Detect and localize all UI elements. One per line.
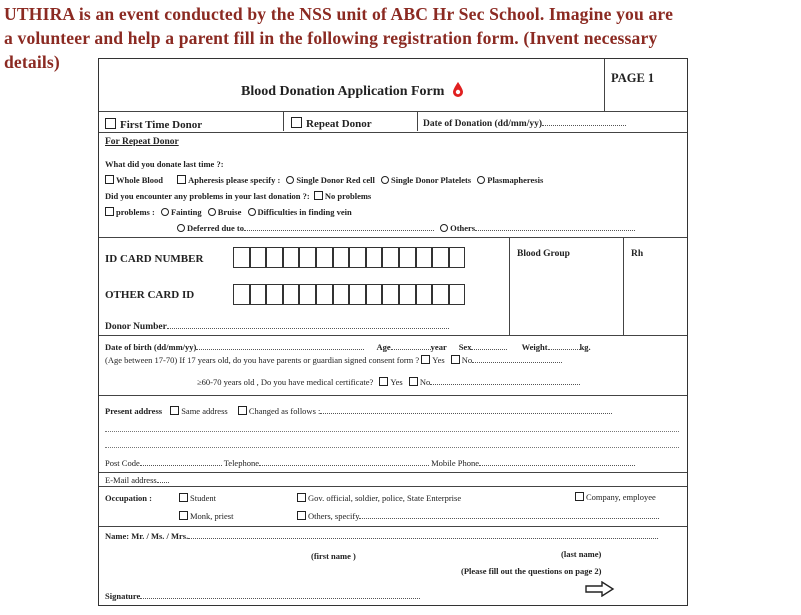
others-specify-checkbox[interactable] [297, 511, 306, 520]
gov-official-checkbox[interactable] [297, 493, 306, 502]
post-code-label: Post Code [105, 458, 140, 468]
repeat-donor-heading: For Repeat Donor [105, 137, 179, 147]
consent-no-option[interactable] [451, 355, 472, 365]
medical-certificate-question: ≥60-70 years old , Do you have medical certificate? [197, 377, 374, 387]
no-problems-label: No problems [324, 191, 372, 201]
dob-label: Date of birth (dd/mm/yy) [105, 342, 197, 352]
no-problems-option[interactable] [314, 191, 371, 201]
id-card-number-boxes[interactable] [233, 247, 465, 268]
whole-blood-label: Whole Blood [116, 175, 163, 185]
difficulties-radio[interactable] [248, 208, 256, 216]
single-red-cell-option[interactable] [286, 175, 374, 185]
date-of-donation-label: Date of Donation (dd/mm/yy) [423, 119, 543, 129]
gov-official-label: Gov. official, soldier, police, State Enterprise [308, 493, 462, 503]
last-donation-question: What did you donate last time ?: [105, 159, 224, 169]
student-checkbox[interactable] [179, 493, 188, 502]
page-number: PAGE 1 [611, 71, 655, 85]
present-address-row [105, 406, 612, 416]
changed-address-label: Changed as follows : [248, 406, 321, 416]
plasmapheresis-radio[interactable] [477, 176, 485, 184]
deferred-row [177, 223, 635, 233]
difficulties-option[interactable] [248, 207, 352, 217]
whole-blood-option[interactable] [105, 175, 163, 185]
bruise-option[interactable] [208, 207, 242, 217]
email-label: E-Mail address [105, 475, 157, 485]
others-label: Others [450, 223, 476, 233]
email-field[interactable] [105, 475, 169, 485]
contact-row [105, 458, 635, 468]
single-platelets-label: Single Donor Platelets [391, 175, 472, 185]
single-red-cell-radio[interactable] [286, 176, 294, 184]
others-specify-option[interactable] [297, 511, 659, 521]
problems-question: Did you encounter any problems in your last donation ?: [105, 191, 310, 201]
consent-yes-label: Yes [432, 355, 445, 365]
problems-options [105, 207, 352, 217]
form-title-text: Blood Donation Application Form [241, 84, 445, 99]
last-name-caption: (last name) [561, 549, 602, 559]
problems-label: problems : [116, 207, 155, 217]
first-time-donor-checkbox[interactable] [105, 118, 116, 129]
problems-question-row [105, 191, 371, 201]
fill-page-two-note: (Please fill out the questions on page 2) [461, 566, 602, 576]
instruction-line-3: details) [4, 52, 60, 72]
no-problems-checkbox[interactable] [314, 191, 323, 200]
repeat-donor-checkbox[interactable] [291, 117, 302, 128]
weight-label: Weight [521, 342, 548, 352]
rh-label: Rh [631, 249, 644, 259]
consent-row [105, 355, 562, 365]
medical-yes-option[interactable] [379, 377, 402, 387]
medical-no-checkbox[interactable] [409, 377, 418, 386]
consent-question: (Age between 17-70) If 17 years old, do you have parents or guardian signed consent form ? [105, 355, 420, 365]
same-address-label: Same address [181, 406, 228, 416]
same-address-checkbox[interactable] [170, 406, 179, 415]
company-checkbox[interactable] [575, 492, 584, 501]
changed-address-checkbox[interactable] [238, 406, 247, 415]
company-label: Company, employee [586, 492, 656, 502]
monk-label: Monk, priest [190, 511, 234, 521]
plasmapheresis-label: Plasmapheresis [487, 175, 544, 185]
deferred-label: Deferred due to [187, 223, 244, 233]
blood-drop-icon [452, 81, 464, 97]
dob-row [105, 342, 591, 352]
consent-no-label: No [461, 355, 473, 365]
name-field[interactable] [105, 531, 658, 541]
medical-yes-checkbox[interactable] [379, 377, 388, 386]
others-option[interactable] [440, 223, 475, 233]
other-card-id-boxes[interactable] [233, 284, 465, 305]
date-of-donation-field[interactable] [423, 118, 626, 129]
telephone-label: Telephone [223, 458, 259, 468]
student-option[interactable] [179, 493, 216, 503]
others-specify-label: Others, specify [308, 511, 360, 521]
form-title [241, 81, 464, 100]
deferred-radio[interactable] [177, 224, 185, 232]
blood-donation-form [98, 58, 688, 606]
blood-group-label: Blood Group [517, 249, 570, 259]
first-name-caption: (first name ) [311, 551, 356, 561]
student-label: Student [190, 493, 216, 503]
medical-no-option[interactable] [409, 377, 430, 387]
consent-yes-option[interactable] [421, 355, 444, 365]
problems-option[interactable] [105, 207, 155, 217]
changed-address-option[interactable] [238, 406, 321, 416]
sex-label: Sex [458, 342, 472, 352]
present-address-label: Present address [105, 406, 163, 416]
single-red-cell-label: Single Donor Red cell [296, 175, 375, 185]
address-line-2[interactable] [105, 447, 679, 448]
bruise-label: Bruise [217, 207, 242, 217]
name-label: Name: Mr. / Ms. / Mrs. [105, 531, 189, 541]
whole-blood-checkbox[interactable] [105, 175, 114, 184]
monk-checkbox[interactable] [179, 511, 188, 520]
mobile-phone-label: Mobile Phone [431, 458, 480, 468]
donor-number-label: Donor Number [105, 322, 167, 332]
last-donation-options [105, 175, 543, 185]
instruction-line-2: a volunteer and help a parent fill in the following registration form. (Invent necessary [4, 28, 658, 48]
medical-no-label: No [419, 377, 431, 387]
monk-option[interactable] [179, 511, 233, 521]
year-label: year [430, 342, 447, 352]
next-page-arrow-icon[interactable] [585, 581, 615, 597]
apheresis-label: Apheresis please specify : [188, 175, 281, 185]
fainting-option[interactable] [161, 207, 202, 217]
apheresis-option[interactable] [177, 175, 280, 185]
plasmapheresis-option[interactable] [477, 175, 543, 185]
gov-official-option[interactable] [297, 493, 461, 503]
consent-no-checkbox[interactable] [451, 355, 460, 364]
first-time-donor-label: First Time Donor [120, 119, 203, 131]
single-platelets-radio[interactable] [381, 176, 389, 184]
address-line-1[interactable] [105, 431, 679, 432]
bruise-radio[interactable] [208, 208, 216, 216]
deferred-option[interactable] [177, 223, 244, 233]
medical-yes-label: Yes [390, 377, 403, 387]
fainting-label: Fainting [170, 207, 202, 217]
medical-certificate-row [197, 377, 580, 387]
id-card-label: ID CARD NUMBER [105, 253, 204, 265]
repeat-donor-option[interactable] [291, 117, 372, 130]
same-address-option[interactable] [170, 406, 228, 416]
donor-number-field[interactable] [105, 321, 449, 332]
instruction-line-1: UTHIRA is an event conducted by the NSS unit of ABC Hr Sec School. Imagine you are [4, 4, 674, 24]
signature-label: Signature [105, 591, 141, 601]
kg-label: kg. [579, 342, 591, 352]
company-option[interactable] [575, 492, 656, 502]
single-platelets-option[interactable] [381, 175, 471, 185]
repeat-donor-label: Repeat Donor [306, 118, 372, 130]
apheresis-checkbox[interactable] [177, 175, 186, 184]
problems-checkbox[interactable] [105, 207, 114, 216]
difficulties-label: Difficulties in finding vein [257, 207, 352, 217]
signature-field[interactable] [105, 591, 420, 601]
age-label: Age [376, 342, 391, 352]
fainting-radio[interactable] [161, 208, 169, 216]
first-time-donor-option[interactable] [105, 118, 202, 131]
occupation-label: Occupation : [105, 493, 152, 503]
consent-yes-checkbox[interactable] [421, 355, 430, 364]
others-radio[interactable] [440, 224, 448, 232]
other-card-label: OTHER CARD ID [105, 289, 195, 301]
